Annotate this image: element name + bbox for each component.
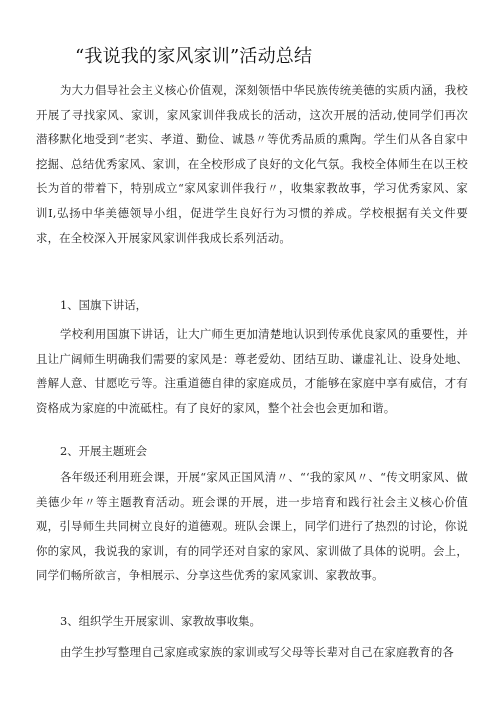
section-heading-flag-speech: 1、国旗下讲话， xyxy=(60,298,147,312)
story-collection-paragraph: 由学生抄写整理自己家庭或家族的家训或写父母等长辈对自己在家庭教育的各 xyxy=(59,645,455,659)
section-heading-class-meeting: 2、开展主题班会 xyxy=(60,444,147,458)
intro-paragraph: 为大力倡导社会主义核心价值观，深刻领悟中华民族传统美德的实质内涵，我校开展了寻找家风、家训，家风家训伴我成长的活动，这次开展的活动,使同学们再次潜移默化地受到“老实、孝道、勤俭、诚恳〃等优秀品质的熏陶。学生们从各自家中挖掘、总结优秀家风、家训，在全校形成了良好的文化气氛。我校全体师生在以王校长为首的带着下，特别成立“家风家训伴我行〃，收集家教故事，学习优秀家风、家训I,弘扬中华美德领导小组，促进学生良好行为习惯的养成。学校根据有关文件要求，在全校深入开展家风家训伴我成长系列活动。 xyxy=(36,83,468,245)
section-heading-story-collection: 3、组织学生开展家训、家教故事收集。 xyxy=(60,614,261,628)
class-meeting-paragraph: 各年级还利用班会课，开展“家风正国风清〃、“‘我的家风〃、“传文明家风、做美德少年〃等主题教育活动。班会课的开展，进一步培育和践行社会主义核心价值观，引导师生共同树立良好的道德观。班队会课上，同学们进行了热烈的讨论，你说你的家风，我说我的家训，有的同学还对自家的家风、家训做了具体的说明。会上，同学们畅所欲言，争相展示、分享这些优秀的家风家训、家教故事。 xyxy=(36,470,468,583)
document-title: “我说我的家风家训”活动总结 xyxy=(75,46,313,67)
flag-speech-paragraph: 学校利用国旗下讲话，让大广师生更加清楚地认识到传承优良家风的重要性，并且让广阔师生明确我们需要的家风是：尊老爱幼、团结互助、谦虚礼让、设身处地、善解人意、甘愿吃亏等。注重道德自律的家庭成员，才能够在家庭中享有威信，才有资格成为家庭的中流砥柱。有了良好的家风，整个社会也会更加和谐。 xyxy=(36,327,468,415)
